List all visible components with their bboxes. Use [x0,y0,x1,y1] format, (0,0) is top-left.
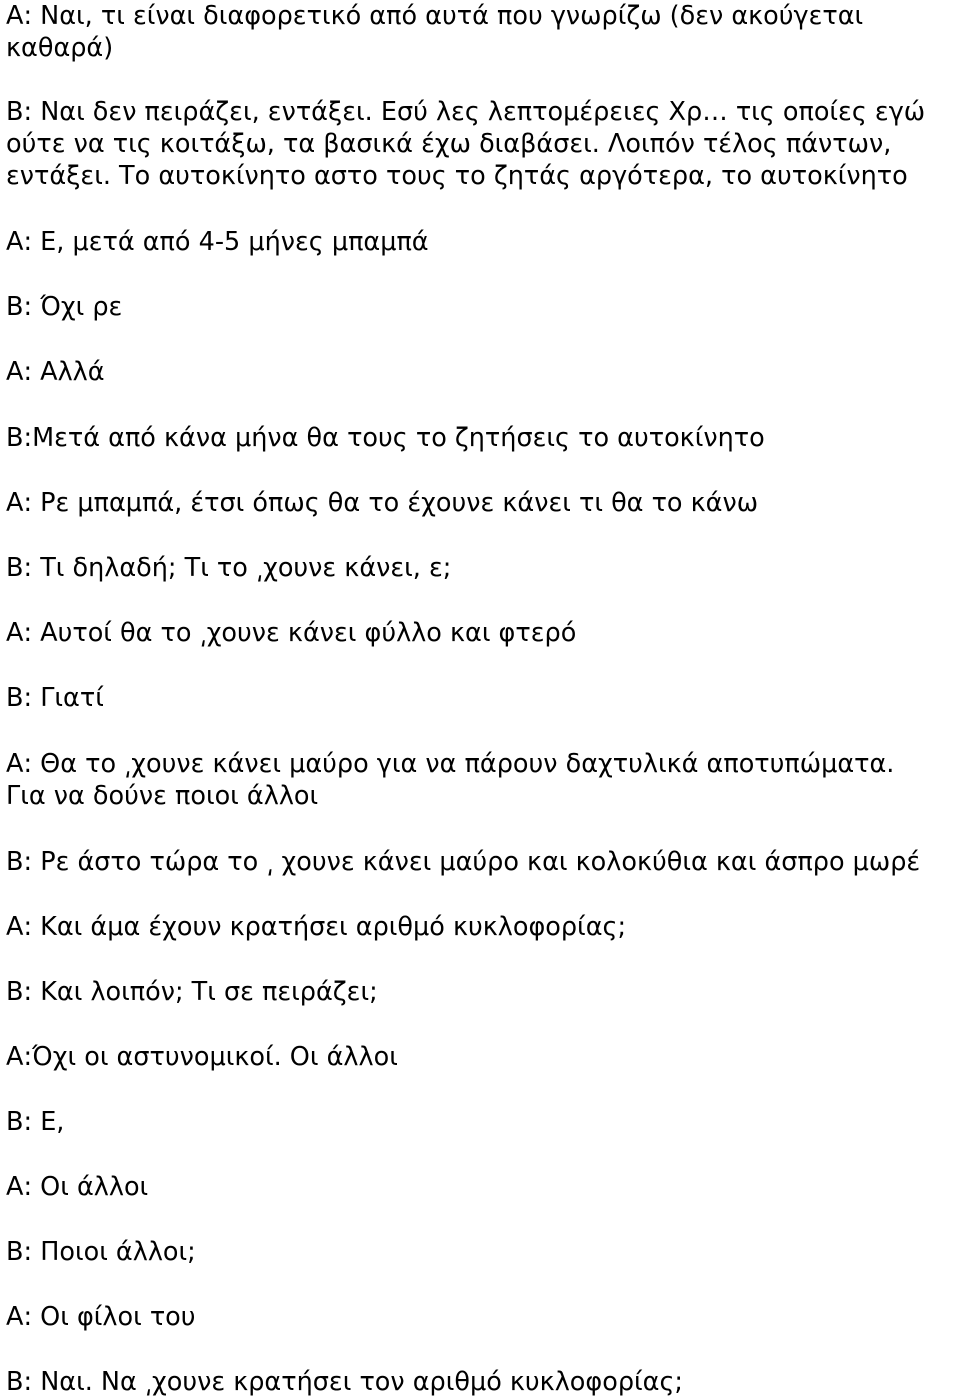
transcript-line: Α: Ε, μετά από 4-5 μήνες μπαμπά [6,227,429,257]
transcript-line: Α:Όχι οι αστυνομικοί. Οι άλλοι [6,1042,398,1072]
transcript-line: Β: Τι δηλαδή; Τι το ͵χουνε κάνει, ε; [6,553,452,583]
transcript-line: Β: Ποιοι άλλοι; [6,1237,196,1267]
transcript-line: εντάξει. Το αυτοκίνητο αστο τους το ζητάς αργότερα, το αυτοκίνητο [6,161,908,191]
transcript-line: Α: Οι φίλοι του [6,1302,196,1332]
transcript-line: Β: Όχι ρε [6,292,123,322]
transcript-line: καθαρά) [6,33,114,63]
transcript-line: Α: Ρε μπαμπά, έτσι όπως θα το έχουνε κάνει τι θα το κάνω [6,488,759,518]
transcript-line: Α: Οι άλλοι [6,1172,149,1202]
transcript-line: Β:Μετά από κάνα μήνα θα τους το ζητήσεις το αυτοκίνητο [6,423,765,453]
transcript-line: Για να δούνε ποιοι άλλοι [6,781,319,811]
transcript-line: Β: Ναι δεν πειράζει, εντάξει. Εσύ λες λεπτομέρειες Χρ… τις οποίες εγώ [6,97,926,127]
transcript-line: Β: Ναι. Να ͵χουνε κρατήσει τον αριθμό κυκλοφορίας; [6,1367,684,1397]
transcript-line: Α: Αλλά [6,357,105,387]
transcript-line: Β: Και λοιπόν; Τι σε πειράζει; [6,977,378,1007]
transcript-line: ούτε να τις κοιτάξω, τα βασικά έχω διαβάσει. Λοιπόν τέλος πάντων, [6,129,892,159]
transcript-line: Β: Ε, [6,1107,65,1137]
transcript-line: Α: Και άμα έχουν κρατήσει αριθμό κυκλοφορίας; [6,912,627,942]
transcript-line: Β: Γιατί [6,683,104,713]
transcript-line: Β: Ρε άστο τώρα το ͵ χουνε κάνει μαύρο και κολοκύθια και άσπρο μωρέ [6,847,921,877]
transcript-line: Α: Ναι, τι είναι διαφορετικό από αυτά που γνωρίζω (δεν ακούγεται [6,1,864,31]
transcript-line: Α: Αυτοί θα το ͵χουνε κάνει φύλλο και φτερό [6,618,577,648]
transcript-line: Α: Θα το ͵χουνε κάνει μαύρο για να πάρουν δαχτυλικά αποτυπώματα. [6,749,895,779]
